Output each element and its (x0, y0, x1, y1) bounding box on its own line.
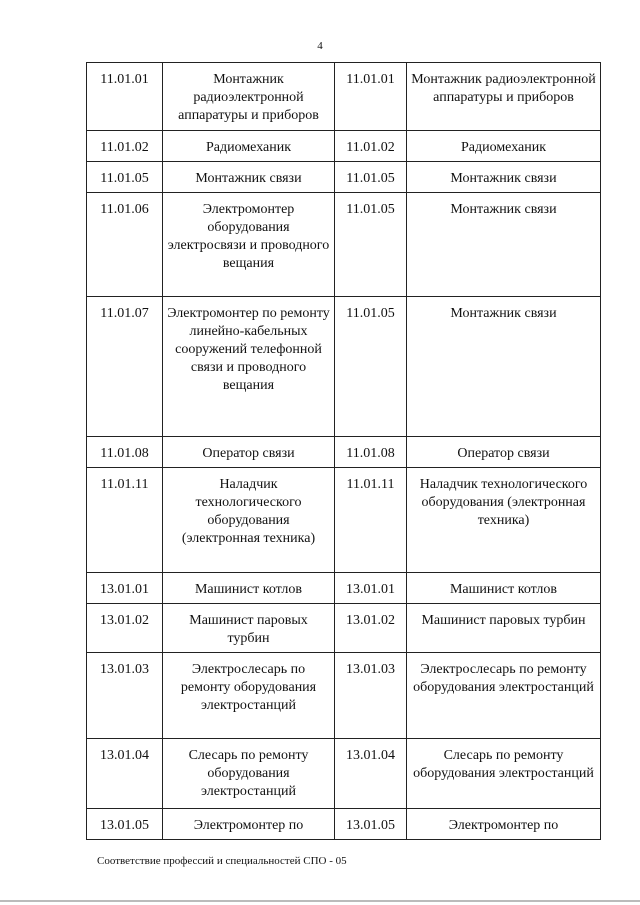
profession-code-new: 11.01.05 (335, 193, 407, 297)
profession-code-new: 13.01.03 (335, 653, 407, 739)
profession-name-old: Электромонтер по (163, 809, 335, 840)
table-row (87, 573, 601, 604)
page-number: 4 (317, 40, 323, 52)
profession-code-old: 13.01.01 (87, 573, 163, 604)
profession-code-old: 11.01.01 (87, 63, 163, 131)
profession-code-old: 13.01.03 (87, 653, 163, 739)
profession-name-old: Наладчик технологического оборудования (электронная техника) (163, 468, 335, 573)
table-row (87, 604, 601, 653)
profession-name-new: Машинист паровых турбин (407, 604, 601, 653)
table-row (87, 739, 601, 809)
profession-name-new: Машинист котлов (407, 573, 601, 604)
profession-name-new: Наладчик технологического оборудования (электронная техника) (407, 468, 601, 573)
profession-name-old: Электромонтер оборудования электросвязи и проводного вещания (163, 193, 335, 297)
table-row (87, 437, 601, 468)
profession-name-new: Монтажник связи (407, 162, 601, 193)
profession-code-old: 11.01.11 (87, 468, 163, 573)
profession-name-old: Машинист котлов (163, 573, 335, 604)
profession-code-old: 11.01.08 (87, 437, 163, 468)
profession-code-new: 11.01.11 (335, 468, 407, 573)
profession-name-new: Монтажник радиоэлектронной аппаратуры и приборов (407, 63, 601, 131)
profession-name-new: Радиомеханик (407, 131, 601, 162)
table-row (87, 653, 601, 739)
profession-code-new: 13.01.02 (335, 604, 407, 653)
table-row (87, 162, 601, 193)
profession-code-old: 13.01.04 (87, 739, 163, 809)
table-row (87, 193, 601, 297)
profession-name-old: Слесарь по ремонту оборудования электростанций (163, 739, 335, 809)
profession-code-new: 13.01.04 (335, 739, 407, 809)
profession-name-old: Машинист паровых турбин (163, 604, 335, 653)
document-footer: Соответствие профессий и специальностей СПО - 05 (97, 855, 347, 867)
profession-code-new: 13.01.05 (335, 809, 407, 840)
profession-code-new: 11.01.01 (335, 63, 407, 131)
table-row (87, 468, 601, 573)
profession-name-new: Электрослесарь по ремонту оборудования электростанций (407, 653, 601, 739)
profession-name-old: Радиомеханик (163, 131, 335, 162)
profession-name-new: Электромонтер по (407, 809, 601, 840)
correspondence-table (86, 62, 601, 840)
profession-code-old: 11.01.07 (87, 297, 163, 437)
profession-code-old: 13.01.02 (87, 604, 163, 653)
profession-code-new: 11.01.05 (335, 162, 407, 193)
profession-name-new: Монтажник связи (407, 193, 601, 297)
profession-code-old: 11.01.05 (87, 162, 163, 193)
table-row (87, 63, 601, 131)
profession-code-old: 13.01.05 (87, 809, 163, 840)
profession-code-new: 11.01.02 (335, 131, 407, 162)
scan-edge-line (0, 900, 640, 902)
profession-name-old: Электрослесарь по ремонту оборудования электростанций (163, 653, 335, 739)
table-row (87, 131, 601, 162)
profession-name-new: Монтажник связи (407, 297, 601, 437)
table-row (87, 809, 601, 840)
table-body (87, 63, 601, 840)
profession-code-new: 13.01.01 (335, 573, 407, 604)
profession-code-new: 11.01.05 (335, 297, 407, 437)
table-row (87, 297, 601, 437)
profession-name-old: Монтажник радиоэлектронной аппаратуры и приборов (163, 63, 335, 131)
profession-code-old: 11.01.06 (87, 193, 163, 297)
profession-name-new: Слесарь по ремонту оборудования электростанций (407, 739, 601, 809)
profession-name-old: Монтажник связи (163, 162, 335, 193)
profession-name-new: Оператор связи (407, 437, 601, 468)
profession-name-old: Электромонтер по ремонту линейно-кабельных сооружений телефонной связи и проводного вещания (163, 297, 335, 437)
profession-name-old: Оператор связи (163, 437, 335, 468)
profession-code-new: 11.01.08 (335, 437, 407, 468)
profession-code-old: 11.01.02 (87, 131, 163, 162)
